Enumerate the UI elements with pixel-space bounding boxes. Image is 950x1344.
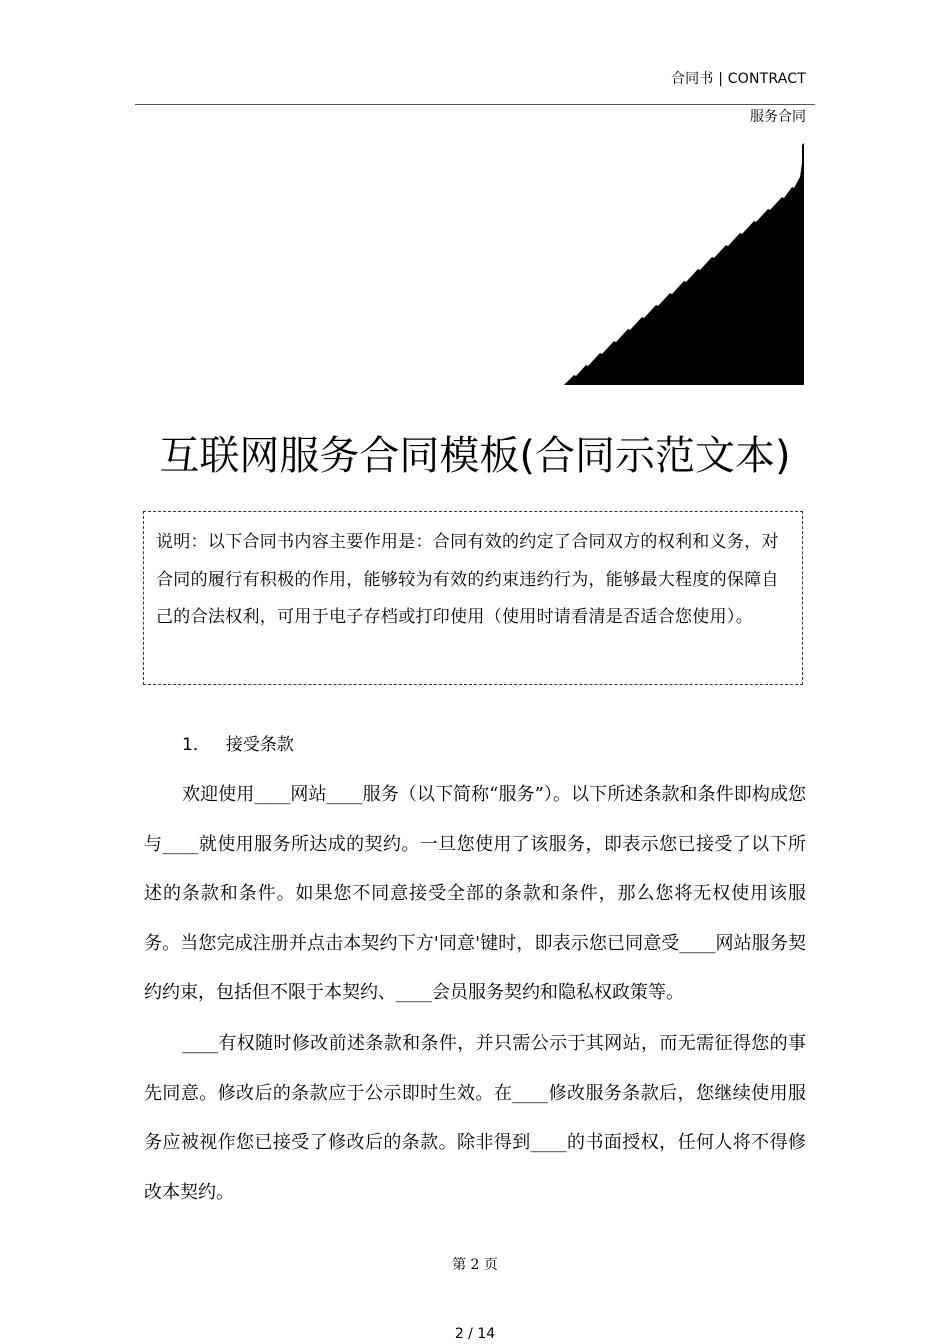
document-title: 互联网服务合同模板(合同示范文本) (159, 433, 791, 479)
paragraph-1 (144, 770, 806, 1018)
header-label: 合同书 | CONTRACT (670, 71, 806, 87)
header-subtitle: 服务合同 (750, 109, 806, 125)
paragraph-text: 欢迎使用____网站____服务（以下简称“服务”）。以下所述条款和条件即构成您与____就使用服务所达成的契约。一旦您使用了该服务，即表示您已接受了以下所述的条款和条件。如果您不同意接受全部的条款和条件，那么您将无权使用该服务。当您完成注册并点击本契约下方'同意'键时，即表示您已同意受____网站服务契约约束，包括但不限于本契约、____会员服务契约和隐私权政策等。 (144, 784, 806, 1004)
paragraph-text: ____有权随时修改前述条款和条件，并只需公示于其网站，而无需征得您的事先同意。修改后的条款应于公示即时生效。在____修改服务条款后，您继续使用服务应被视作您已接受了修改后的条款。除非得到____的书面授权，任何人将不得修改本契约。 (144, 1033, 806, 1203)
page-counter: 2 / 14 (454, 1326, 496, 1342)
paragraph-2 (144, 1019, 806, 1217)
page-label: 第 2 页 (452, 1257, 498, 1273)
section-heading (182, 728, 294, 762)
note-text: 说明：以下合同书内容主要作用是：合同有效的约定了合同双方的权利和义务，对合同的履行有积极的作用，能够较为有效的约束违约行为，能够最大程度的保障自己的合法权利，可用于电子存档或打印使用（使用时请看清是否适合您使用）。 (156, 532, 779, 627)
section-number: 1． (182, 735, 210, 755)
decorative-triangle (564, 143, 804, 385)
header-divider (135, 104, 815, 105)
section-title: 接受条款 (225, 735, 294, 755)
note-box (143, 511, 803, 685)
